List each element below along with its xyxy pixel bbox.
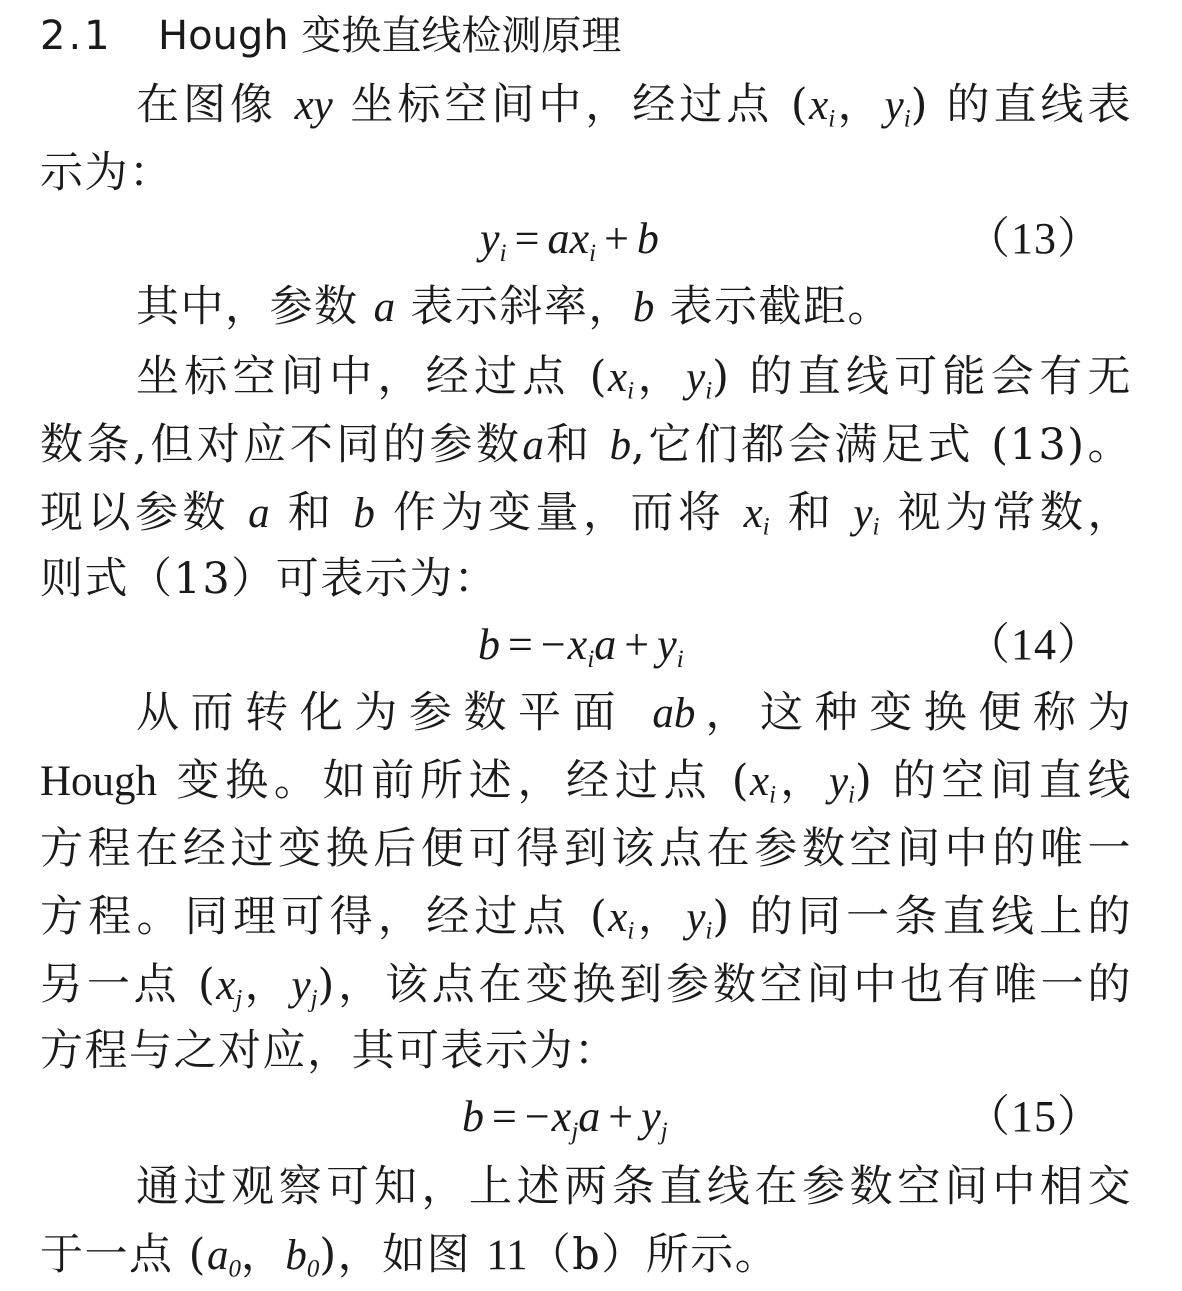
text-run: 从而转化为参数平面: [136, 688, 653, 738]
text-run: y: [686, 354, 706, 401]
math-variable: [686, 894, 713, 945]
text-run: ) 的空间直线: [854, 756, 1132, 806]
subscript: j: [235, 985, 243, 1013]
text-run: 作为变量，而将: [374, 488, 744, 538]
text-run: x: [216, 962, 236, 1009]
text-run: y: [828, 758, 849, 805]
text-run: x: [749, 758, 770, 805]
paragraph-3-line-4: 则式（13）可表示为：: [40, 554, 499, 604]
subscript: i: [627, 377, 634, 405]
text-run: ，: [776, 756, 829, 806]
text-run: a: [578, 1092, 601, 1141]
math-variable: [809, 82, 836, 133]
paragraph-4-line-2: [40, 748, 1132, 814]
math-variable: xy: [294, 82, 333, 129]
math-variable: [216, 962, 243, 1013]
text-run: 坐标空间中，经过点 (: [136, 352, 608, 402]
text-run: 视为常数，: [879, 488, 1133, 538]
text-run: 表示斜率，: [395, 282, 633, 332]
math-operator: =: [492, 1092, 517, 1141]
text-run: b: [285, 1232, 307, 1279]
subscript: i: [769, 781, 776, 809]
subscript: i: [705, 377, 713, 405]
section-number: 2.1: [40, 13, 113, 59]
subscript: i: [588, 238, 597, 268]
subscript: i: [499, 238, 507, 268]
equation-15-number: （15）: [966, 1092, 1102, 1141]
equation-14-formula: [478, 612, 684, 678]
paragraph-5-line-1: 通过观察可知，上述两条直线在参数空间中相交: [136, 1162, 1132, 1212]
math-operator: −: [524, 1092, 550, 1141]
text-run: y: [641, 1092, 661, 1141]
text-run: 现以参数: [40, 488, 249, 538]
paragraph-4-line-1: [40, 680, 1132, 746]
text-run: ，: [242, 960, 292, 1010]
math-variable: [686, 354, 713, 405]
text-run: )，该点在变换到参数空间中也有唯一的: [317, 960, 1133, 1010]
paragraph-4-line-4: [40, 884, 1132, 950]
text-run: 和: [269, 488, 354, 538]
math-variable: [285, 1232, 320, 1283]
text-run: y: [657, 620, 677, 669]
paragraph-3-line-3: [40, 480, 1132, 546]
text-run: 数条,但对应不同的参数: [40, 420, 523, 470]
text-run: x: [567, 620, 588, 669]
math-variable: a: [522, 422, 544, 469]
subscript: 0: [306, 1255, 320, 1283]
text-run: x: [743, 490, 763, 537]
text-run: 方程。同理可得，经过点 (: [40, 892, 609, 942]
equation-14: [0, 612, 1182, 678]
text-run: y: [686, 894, 706, 941]
paragraph-3-line-2: [40, 412, 1132, 478]
math-variable: ab: [652, 690, 696, 737]
text-run: 表示截距。: [654, 282, 893, 332]
math-variable: [608, 894, 635, 945]
text-run: a: [594, 620, 617, 669]
equation-15-formula: [462, 1084, 668, 1150]
text-run: b: [478, 620, 500, 669]
math-operator: +: [624, 620, 650, 669]
math-variable: a: [373, 284, 396, 331]
math-variable: [291, 962, 318, 1013]
math-variable: a: [248, 490, 270, 537]
paragraph-3-line-1: [40, 344, 1132, 410]
subscript: i: [848, 781, 855, 809]
subscript: i: [587, 644, 595, 674]
text-run: 和: [543, 420, 610, 470]
paragraph-4-line-3: 方程在经过变换后便可得到该点在参数空间中的唯一: [40, 824, 1132, 874]
text-run: ，: [634, 352, 687, 402]
subscript: i: [676, 644, 684, 674]
text-run: 其中，参数: [136, 282, 374, 332]
equation-13-number: （13）: [966, 214, 1102, 263]
math-operator: +: [604, 214, 629, 263]
text-run: ) 的直线可能会有无: [712, 352, 1132, 402]
text-run: y: [291, 962, 311, 1009]
equation-13-formula: [480, 206, 659, 272]
text-run: x: [607, 354, 628, 401]
text-run: ) 的直线表: [910, 80, 1132, 130]
text-run: ，这种变换便称为: [695, 688, 1132, 738]
text-run: ，: [634, 892, 687, 942]
text-run: ，: [835, 80, 885, 130]
subscript: i: [872, 513, 880, 541]
text-run: ) 的同一条直线上的: [712, 892, 1132, 942]
math-variable: [828, 758, 855, 809]
text-run: a: [547, 214, 570, 263]
math-variable: b: [609, 422, 632, 469]
math-variable: [206, 1232, 241, 1283]
equation-13: [0, 206, 1182, 272]
math-variable: [743, 490, 770, 541]
math-variable: b: [632, 284, 655, 331]
math-variable: [853, 490, 880, 541]
text-run: x: [608, 894, 628, 941]
text-run: Hough: [40, 758, 158, 805]
subscript: i: [705, 917, 713, 945]
text-run: b: [636, 214, 659, 263]
text-run: a: [206, 1232, 229, 1279]
paragraph-4-line-6: 方程与之对应，其可表示为：: [40, 1026, 619, 1076]
subscript: j: [310, 985, 318, 1013]
math-operator: −: [540, 620, 566, 669]
text-run: 坐标空间中，经过点 (: [332, 80, 810, 130]
math-variable: [607, 354, 634, 405]
subscript: i: [627, 917, 635, 945]
text-run: 变换。如前所述，经过点 (: [157, 756, 750, 806]
paragraph-4-line-5: [40, 952, 1132, 1018]
text-run: 于一点 (: [40, 1230, 207, 1280]
text-run: 和: [769, 488, 854, 538]
text-run: ,它们都会满足式 (13)。: [631, 420, 1133, 470]
paragraph-1-line-1: [40, 72, 1132, 138]
text-run: y: [480, 214, 500, 263]
subscript: i: [903, 105, 911, 133]
math-operator: =: [514, 214, 540, 263]
equation-15: [0, 1084, 1182, 1150]
section-heading: [40, 8, 621, 64]
paragraph-5-line-2: [40, 1222, 1132, 1288]
text-run: 另一点 (: [40, 960, 217, 1010]
math-variable: b: [353, 490, 375, 537]
math-variable: [749, 758, 776, 809]
text-run: b: [462, 1092, 484, 1141]
math-variable: [884, 82, 911, 133]
text-run: y: [884, 82, 904, 129]
text-run: 在图像: [136, 80, 295, 130]
paragraph-1-line-2: 示为：: [40, 148, 174, 198]
text-run: 11: [486, 1232, 528, 1279]
text-run: x: [551, 1092, 572, 1141]
text-run: y: [853, 490, 873, 537]
paragraph-2-line-1: [40, 274, 1132, 340]
text-run: )，如图: [319, 1230, 487, 1280]
section-title: Hough 变换直线检测原理: [158, 13, 622, 59]
subscript: i: [762, 513, 770, 541]
text-run: x: [569, 214, 589, 263]
math-operator: =: [508, 620, 533, 669]
subscript: 0: [228, 1255, 241, 1283]
math-operator: +: [608, 1092, 634, 1141]
text-run: x: [809, 82, 829, 129]
subscript: i: [828, 105, 836, 133]
subscript: j: [660, 1116, 668, 1146]
subscript: j: [571, 1116, 579, 1146]
equation-14-number: （14）: [966, 620, 1102, 669]
text-run: （b）所示。: [527, 1230, 780, 1280]
text-run: ，: [240, 1230, 286, 1280]
